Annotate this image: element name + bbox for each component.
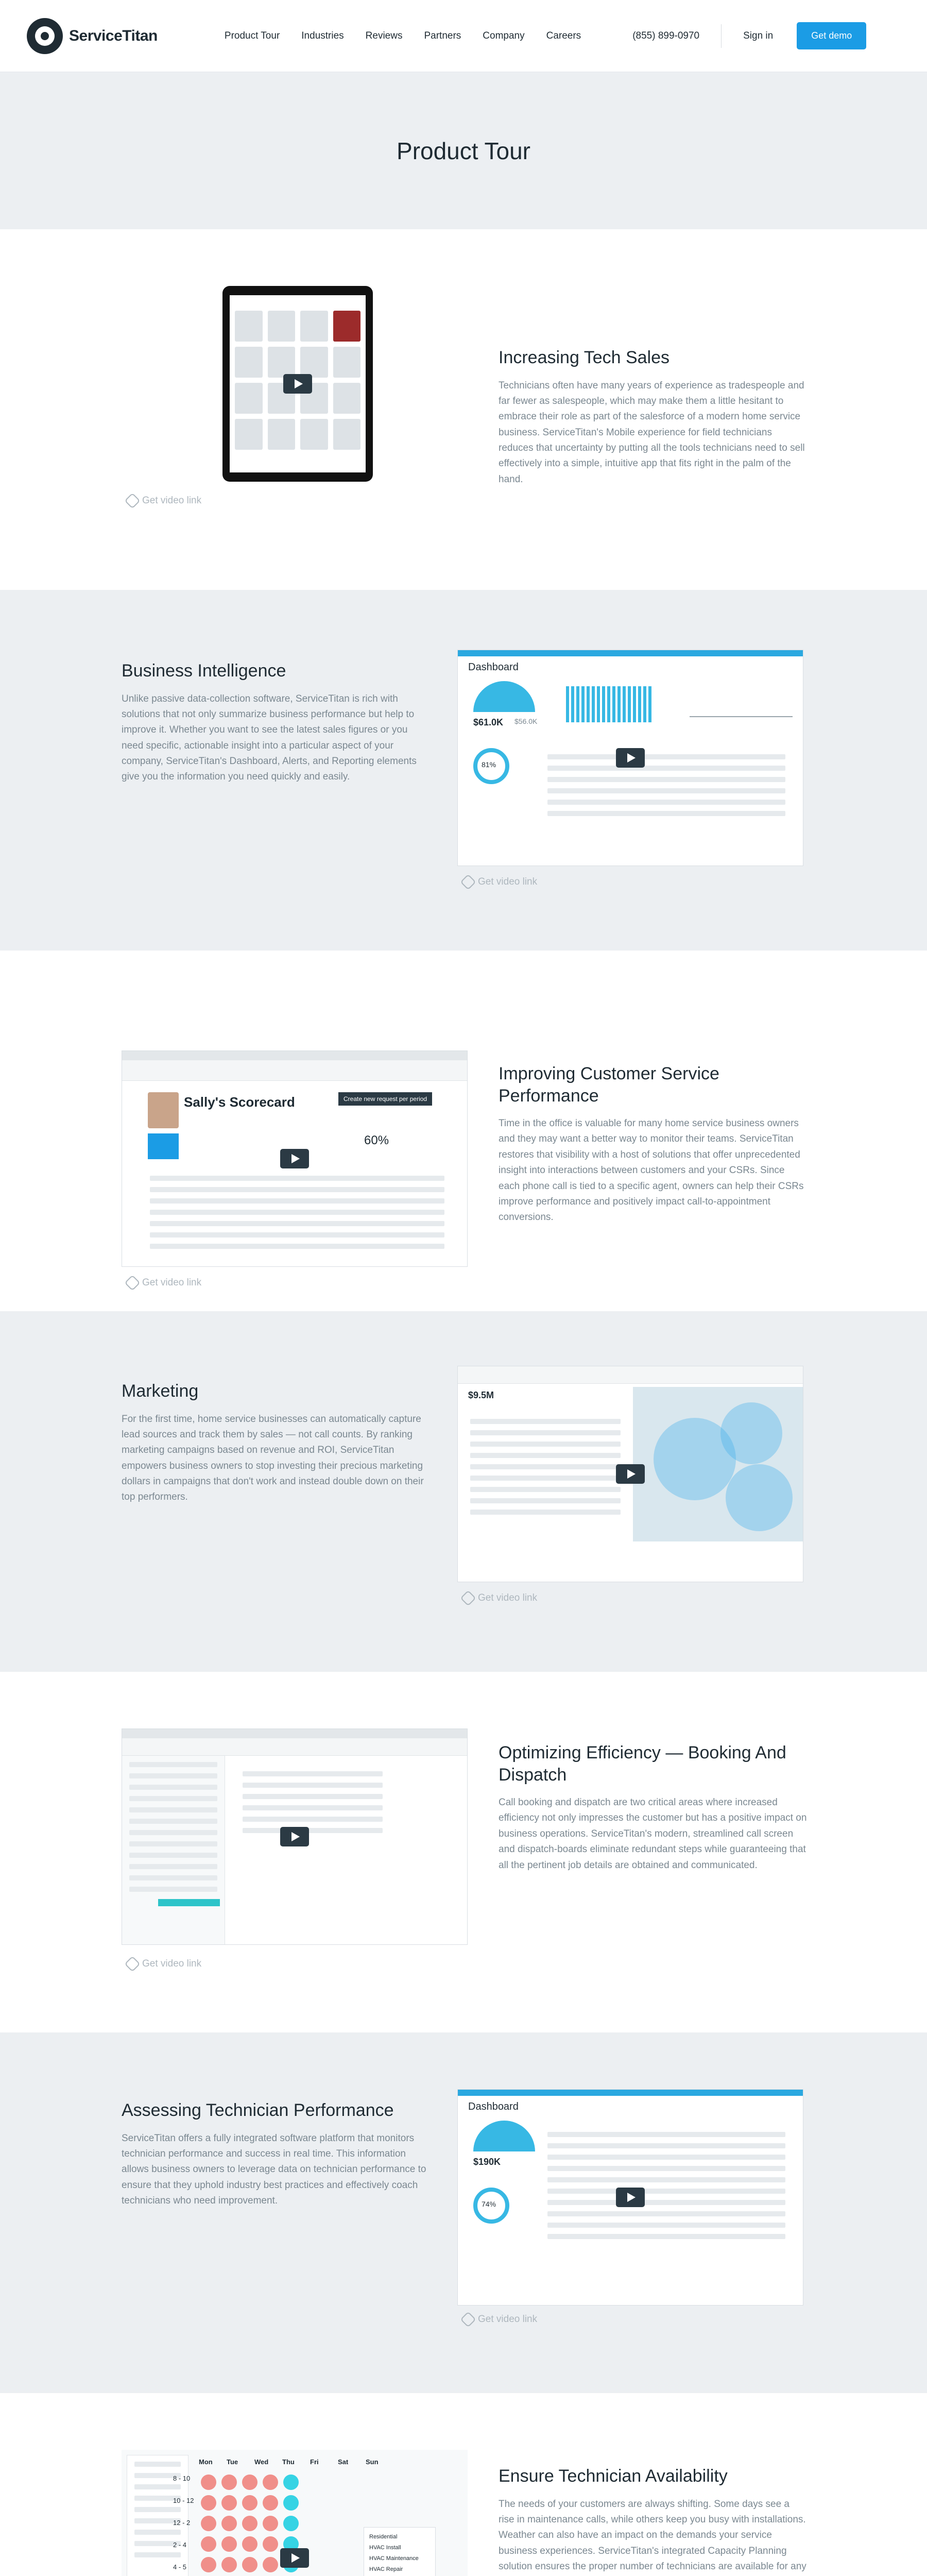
feature-business-intelligence bbox=[0, 590, 927, 951]
feature-body: Time in the office is valuable for many home service business owners and they may want a better way to monitor their teams. ServiceTitan restores that visibility with a host of solutions that offer unprecedented insight into interactions between customers and your CSRs. Since each phone call is tied to a specific agent, owners can help their CSRs improve performance and positively impact call-to-appointment conversions. bbox=[499, 1118, 804, 1223]
day-sun: Sun bbox=[366, 2458, 379, 2466]
logo-text: ServiceTitan bbox=[69, 27, 158, 44]
feature-title: Increasing Tech Sales bbox=[499, 348, 670, 367]
feature-text bbox=[122, 1380, 431, 1505]
header-divider bbox=[721, 24, 722, 48]
feature-technician-performance bbox=[0, 2032, 927, 2393]
servicetitan-logo-icon bbox=[27, 18, 63, 54]
day-fri: Fri bbox=[310, 2458, 319, 2466]
main-nav bbox=[225, 30, 581, 42]
get-video-link[interactable]: Get video link bbox=[462, 2314, 537, 2325]
header-phone[interactable]: (855) 899-0970 bbox=[632, 30, 700, 41]
feature-text bbox=[499, 1063, 808, 1226]
day-wed: Wed bbox=[254, 2458, 269, 2466]
link-icon bbox=[460, 874, 476, 890]
get-video-link[interactable]: Get video link bbox=[462, 876, 537, 888]
feature-body: For the first time, home service businesses can automatically capture lead sources and track them by sales — not call counts. By ranking marketing campaigns based on revenue and ROI, ServiceTitan empowers business owners to stop investing their precious marketing dollars in campaigns that don't work and instead double down on their top performers. bbox=[122, 1413, 424, 1503]
nav-product-tour[interactable]: Product Tour bbox=[224, 30, 280, 41]
dashboard-title: Dashboard bbox=[468, 662, 519, 673]
feature-text bbox=[499, 2465, 808, 2576]
capacity-screenshot: Mon Tue Wed Thu Fri Sat Sun 8 - 10 10 - 12 12 - 2 2 - 4 4 - 5 Residential HVAC Install HVAC Maintenance HVAC Repair bbox=[122, 2450, 468, 2576]
feature-booking-dispatch bbox=[0, 1672, 927, 2032]
day-thu: Thu bbox=[282, 2458, 295, 2466]
get-video-link[interactable]: Get video link bbox=[127, 1277, 201, 1289]
legend-popup: Residential HVAC Install HVAC Maintenance HVAC Repair bbox=[364, 2527, 436, 2576]
dashboard-screenshot: Dashboard $61.0K $56.0K 81% bbox=[457, 650, 803, 866]
tablet-screenshot bbox=[222, 286, 373, 482]
get-video-link[interactable]: Get video link bbox=[462, 1592, 537, 1604]
nav-company[interactable]: Company bbox=[483, 30, 525, 41]
day-tue: Tue bbox=[227, 2458, 238, 2466]
feature-text bbox=[122, 2099, 431, 2209]
nav-careers[interactable]: Careers bbox=[546, 30, 581, 41]
play-video-button[interactable] bbox=[616, 748, 645, 768]
nav-partners[interactable]: Partners bbox=[424, 30, 461, 41]
feature-title: Assessing Technician Performance bbox=[122, 2100, 394, 2120]
feature-text bbox=[499, 347, 808, 487]
feature-tech-sales bbox=[0, 229, 927, 590]
scorecard-tooltip: Create new request per period bbox=[338, 1092, 432, 1106]
feature-customer-service bbox=[0, 951, 927, 1311]
link-icon bbox=[124, 1956, 140, 1972]
sign-in-link[interactable]: Sign in bbox=[743, 30, 774, 41]
logo[interactable] bbox=[27, 18, 158, 54]
nav-reviews[interactable]: Reviews bbox=[365, 30, 403, 41]
link-icon bbox=[460, 1590, 476, 1606]
feature-marketing bbox=[0, 1311, 927, 1672]
hero bbox=[0, 72, 927, 229]
map-area bbox=[633, 1387, 803, 1541]
link-icon bbox=[124, 1275, 140, 1291]
play-video-button[interactable] bbox=[280, 1827, 309, 1846]
feature-text bbox=[122, 660, 431, 785]
feature-body: Call booking and dispatch are two critical areas where increased efficiency not only impresses the customer but has a positive impact on business operations. ServiceTitan's modern, streamlined call screen and dispatch-boards eliminate redundant steps while guaranteeing that all the pertinent job details are obtained and communicated. bbox=[499, 1797, 807, 1871]
feature-media bbox=[122, 286, 468, 502]
feature-title: Business Intelligence bbox=[122, 661, 286, 681]
play-video-button[interactable] bbox=[616, 2188, 645, 2207]
scorecard-title: Sally's Scorecard bbox=[184, 1094, 295, 1110]
feature-technician-availability bbox=[0, 2393, 927, 2576]
performance-screenshot: Dashboard $190K 74% bbox=[457, 2089, 803, 2306]
feature-body: Unlike passive data-collection software, ServiceTitan is rich with solutions that not only summarize business performance but help to improve it. Whether you want to see the latest sales figures or you need specific, actionable insight into a particular aspect of your company, ServiceTitan's Dashboard, Alerts, and Reporting elements give you the information you need quickly and easily. bbox=[122, 693, 417, 783]
feature-title: Optimizing Efficiency — Booking And Dispatch bbox=[499, 1743, 786, 1785]
play-video-button[interactable] bbox=[283, 374, 312, 394]
page-title: Product Tour bbox=[397, 137, 530, 164]
link-icon bbox=[460, 2311, 476, 2327]
feature-text bbox=[499, 1742, 808, 1873]
get-video-link[interactable]: Get video link bbox=[127, 1958, 201, 1970]
nav-industries[interactable]: Industries bbox=[301, 30, 344, 41]
dispatch-screenshot bbox=[122, 1728, 468, 1945]
play-video-button[interactable] bbox=[616, 1464, 645, 1484]
feature-title: Improving Customer Service Performance bbox=[499, 1064, 719, 1106]
scorecard-screenshot: Sally's Scorecard Create new request per period 60% bbox=[122, 1050, 468, 1267]
feature-title: Ensure Technician Availability bbox=[499, 2466, 728, 2486]
day-sat: Sat bbox=[338, 2458, 349, 2466]
play-video-button[interactable] bbox=[280, 2548, 309, 2568]
get-demo-button[interactable]: Get demo bbox=[797, 22, 866, 49]
site-header bbox=[0, 0, 927, 72]
get-video-link[interactable]: Get video link bbox=[127, 495, 201, 506]
marketing-screenshot: $9.5M bbox=[457, 1366, 803, 1582]
feature-body: ServiceTitan offers a fully integrated software platform that monitors technician performance and success in real time. This information allows business owners to leverage data on technician performance to ensure that they uphold industry best practices and effectively coach technicians who need improvement. bbox=[122, 2132, 426, 2207]
play-video-button[interactable] bbox=[280, 1149, 309, 1168]
feature-body: Technicians often have many years of experience as tradespeople and far fewer as salespeople, which may make them a little hesitant to embrace their role as part of the salesforce of a modern home service business. ServiceTitan's Mobile experience for field technicians reduces that uncertainty by putting all the tools technicians need to sell effectively into a simple, intuitive app that fits right in the palm of the hand. bbox=[499, 380, 805, 485]
day-mon: Mon bbox=[199, 2458, 213, 2466]
feature-body: The needs of your customers are always shifting. Some days see a rise in maintenance calls, while others keep you busy with installations. Weather can also have an impact on the demands your service business experiences. ServiceTitan's integrated Capacity Planning solution ensures the proper number of technicians are available for any bbox=[499, 2498, 806, 2572]
feature-title: Marketing bbox=[122, 1381, 199, 1401]
link-icon bbox=[124, 493, 140, 509]
